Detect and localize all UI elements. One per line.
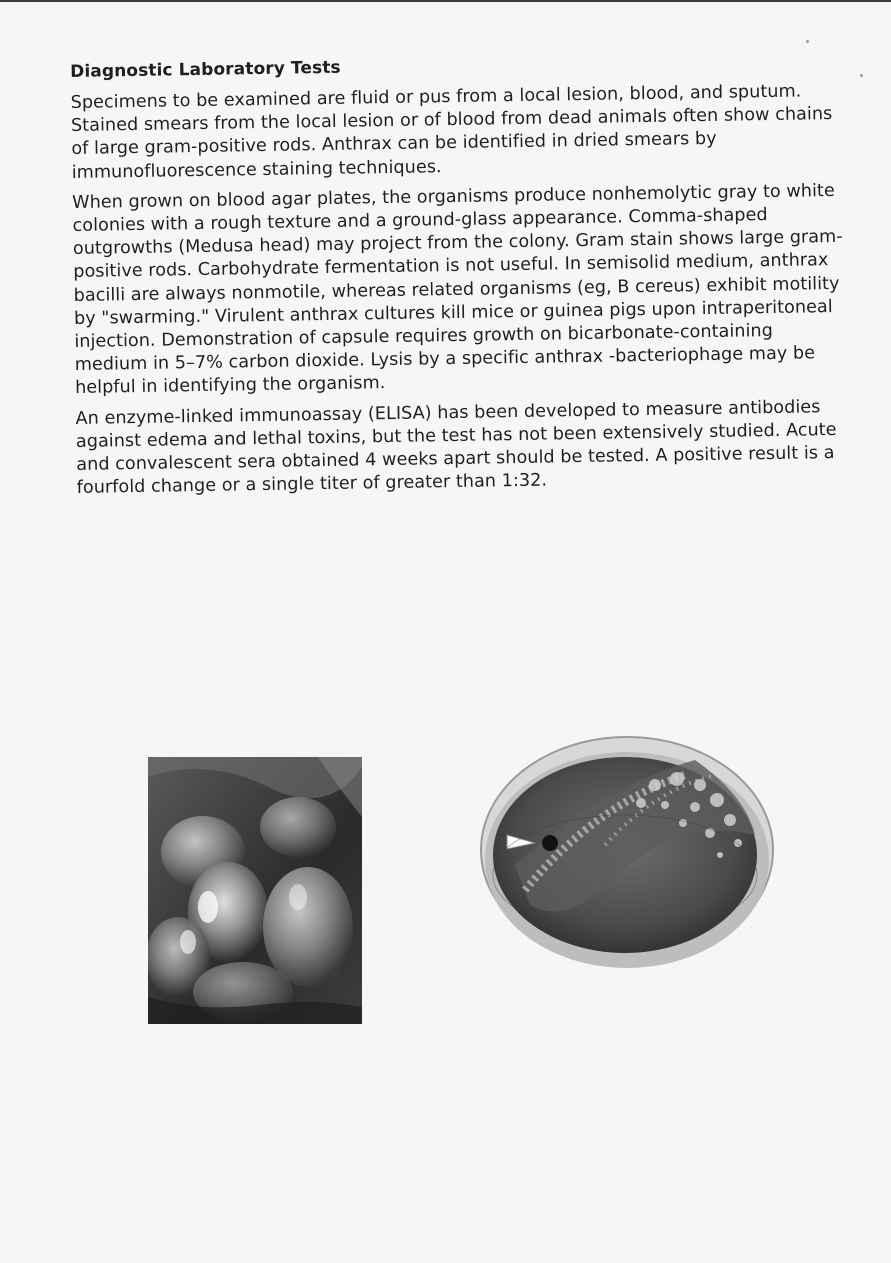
document-body [70, 50, 852, 508]
paragraph-specimens: Specimens to be examined are fluid or pus from a local lesion, blood, and sputum. Stained smears from the local lesion or of blood from dead animals often show chains of large gram-positive rods. Anthrax can be identified in dried smears by immunofluorescence staining techniques. [70, 81, 833, 183]
micrograph-svg [148, 757, 362, 1024]
gram-stain-micrograph-image [148, 757, 362, 1024]
agar-plate-svg [455, 715, 785, 1025]
scan-top-edge [0, 0, 891, 2]
scan-speck [860, 74, 863, 77]
scan-speck [806, 40, 809, 43]
paragraph-elisa: An enzyme-linked immunoassay (ELISA) has been developed to measure antibodies against edema and lethal toxins, but the test has not been extensively studied. Acute and convalescent sera obtained 4 weeks apart should be tested. A positive result is a fourfold change or a single titer of greater than 1:32. [75, 396, 837, 499]
blood-agar-plate-image [455, 715, 785, 1025]
paragraph-culture: When grown on blood agar plates, the organisms produce nonhemolytic gray to white colonies with a rough texture and a ground-glass appearance. Comma-shaped outgrowths (Medusa head) may project from the colony. Gram stain shows large gram-positive rods. Carbohydrate fermentation is not useful. In semisolid medium, anthrax bacilli are always nonmotile, whereas related organisms (eg, B cereus) exhibit motility by "swarming." Virulent anthrax cultures kill mice or guinea pigs upon intraperitoneal injection. Demonstration of capsule requires growth on bicarbonate-containing medium in 5–7% carbon dioxide. Lysis by a specific anthrax -bacteriophage may be helpful in identifying the organism. [72, 180, 843, 399]
section-heading: Diagnostic Laboratory Tests [70, 57, 341, 82]
